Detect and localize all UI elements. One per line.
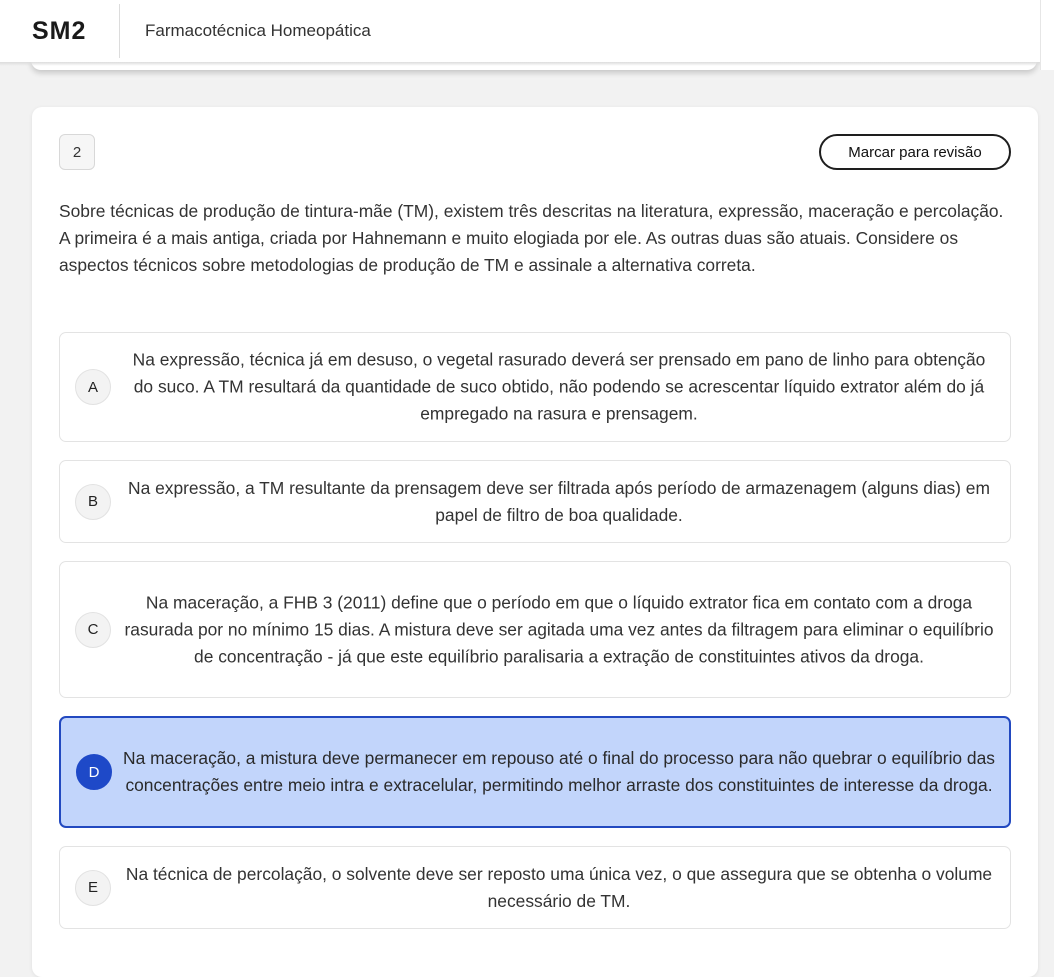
option-text: Na expressão, técnica já em desuso, o vegetal rasurado deverá ser prensado em pano de linho para obtenção do suco. A TM resultará da quantidade de suco obtido, não podendo se acrescentar líquido extrator além do já empregado na rasura e prensagem. <box>132 349 986 424</box>
option-text: Na técnica de percolação, o solvente deve ser reposto uma única vez, o que assegura que se obtenha o volume necessário de TM. <box>125 863 993 911</box>
option-c[interactable] <box>59 561 1011 698</box>
option-letter: E <box>75 870 111 906</box>
scrollbar-track[interactable] <box>1040 0 1054 70</box>
option-a[interactable] <box>59 332 1011 442</box>
question-statement: Sobre técnicas de produção de tintura-mãe (TM), existem três descritas na literatura, expressão, maceração e percolação. A primeira é a mais antiga, criada por Hahnemann e muito elogiada por ele. As outras duas são atuais. Considere os aspectos técnicos sobre metodologias de produção de TM e assinale a alternativa correta. <box>59 201 1004 275</box>
option-letter: B <box>75 484 111 520</box>
header-divider <box>0 62 1054 66</box>
course-title: Farmacotécnica Homeopática <box>145 21 371 40</box>
option-b[interactable] <box>59 460 1011 543</box>
question-card <box>32 107 1038 977</box>
mark-for-review-button[interactable]: Marcar para revisão <box>819 134 1011 170</box>
option-text: Na maceração, a mistura deve permanecer em repouso até o final do processo para não quebrar o equilíbrio das concentrações entre meio intra e extracelular, permitindo melhor arraste dos constituintes de interesse da droga. <box>123 748 995 795</box>
option-e[interactable] <box>59 846 1011 929</box>
app-logo[interactable]: SM2 <box>0 4 120 58</box>
question-number: 2 <box>59 134 95 170</box>
option-letter: D <box>76 754 112 790</box>
top-header <box>0 0 1054 62</box>
option-letter: C <box>75 612 111 648</box>
option-d[interactable] <box>59 716 1011 828</box>
option-letter: A <box>75 369 111 405</box>
option-text: Na expressão, a TM resultante da prensagem deve ser filtrada após período de armazenagem (alguns dias) em papel de filtro de boa qualidade. <box>128 477 990 525</box>
option-text: Na maceração, a FHB 3 (2011) define que o período em que o líquido extrator fica em contato com a droga rasurada por no mínimo 15 dias. A mistura deve ser agitada uma vez antes da filtragem para eliminar o equilíbrio de concentração - já que este equilíbrio paralisaria a extração de constituintes ativos da droga. <box>124 592 994 666</box>
